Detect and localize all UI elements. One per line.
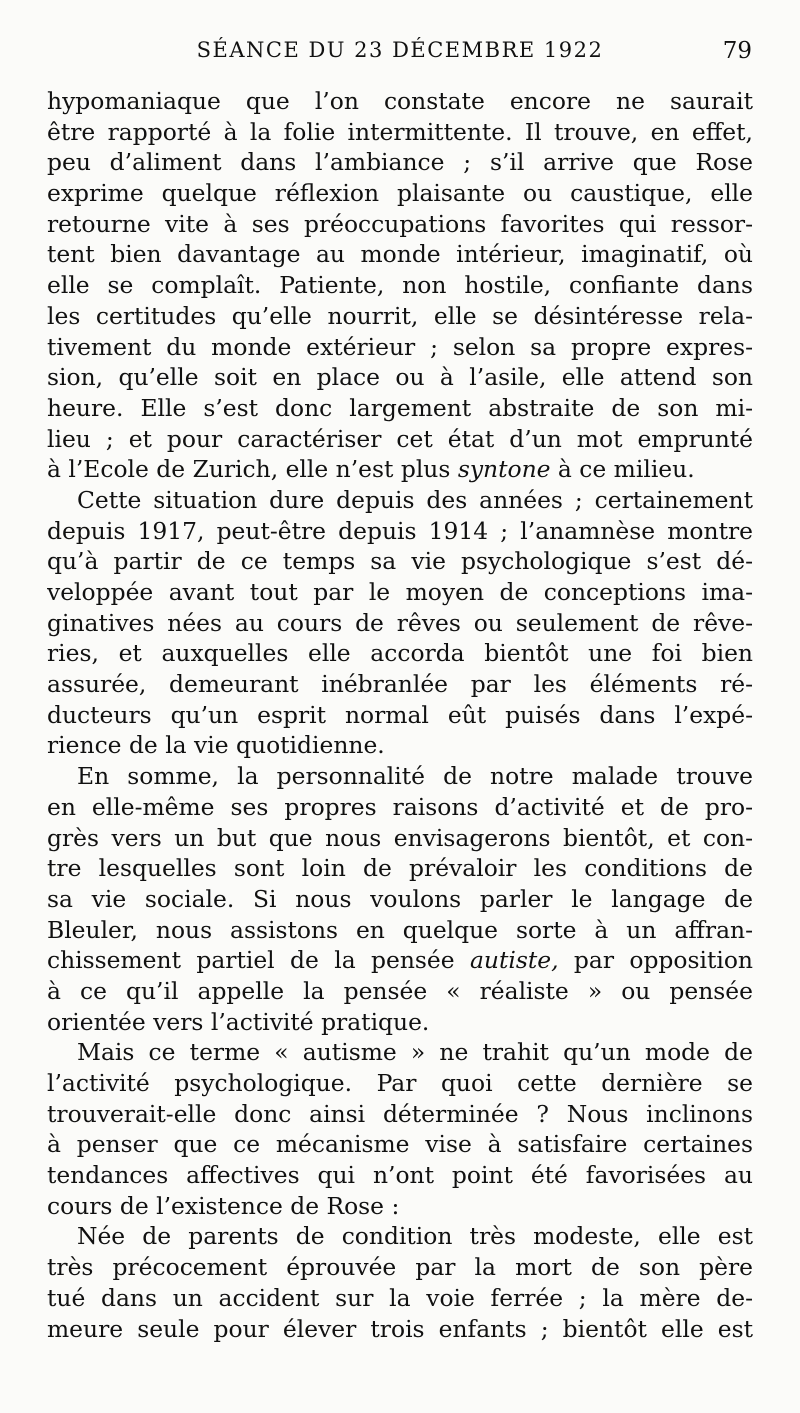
text-run: à l’Ecole de Zurich, elle n’est plus (47, 455, 458, 484)
text-line: tre lesquelles sont loin de prévaloir les conditions de (47, 854, 753, 883)
paragraph-first-line: Cette situation dure depuis des années ; certainement (77, 485, 753, 514)
text-run: par opposition (558, 946, 753, 975)
text-line: ginatives nées au cours de rêves ou seulement de rêve- (47, 608, 753, 637)
text-line: depuis 1917, peut-être depuis 1914 ; l’anamnèse montre (47, 516, 753, 545)
text-line: à penser que ce mécanisme vise à satisfaire certaines (47, 1130, 753, 1159)
text-line: grès vers un but que nous envisagerons bientôt, et con- (47, 823, 753, 852)
text-line: ducteurs qu’un esprit normal eût puisés dans l’expé- (47, 700, 753, 729)
paragraph-first-line: En somme, la personnalité de notre malade trouve (77, 762, 753, 791)
text-line: trouverait-elle donc ainsi déterminée ? Nous inclinons (47, 1099, 753, 1128)
text-line: tendances affectives qui n’ont point été favorisées au (47, 1161, 753, 1190)
text-line: orientée vers l’activité pratique. (47, 1007, 430, 1036)
text-line: heure. Elle s’est donc largement abstraite de son mi- (47, 393, 753, 422)
text-line: à ce qu’il appelle la pensée « réaliste » ou pensée (47, 976, 753, 1005)
text-line: cours de l’existence de Rose : (47, 1191, 400, 1220)
running-title: SÉANCE DU 23 DÉCEMBRE 1922 (196, 38, 604, 62)
text-line: Bleuler, nous assistons en quelque sorte à un affran- (47, 915, 753, 944)
text-line: sa vie sociale. Si nous voulons parler le langage de (47, 884, 753, 913)
text-line: les certitudes qu’elle nourrit, elle se désintéresse rela- (47, 301, 753, 330)
text-line: sion, qu’elle soit en place ou à l’asile, elle attend son (47, 363, 753, 392)
text-line: assurée, demeurant inébranlée par les éléments ré- (47, 670, 753, 699)
text-line: rience de la vie quotidienne. (47, 731, 385, 760)
page-number: 79 (722, 38, 752, 64)
text-line: veloppée avant tout par le moyen de conceptions ima- (47, 578, 753, 606)
text-line: hypomaniaque que l’on constate encore ne saurait (47, 87, 753, 115)
text-line: très précocement éprouvée par la mort de son père (47, 1253, 753, 1282)
text-line: exprime quelque réflexion plaisante ou caustique, elle (47, 179, 753, 208)
text-line: peu d’aliment dans l’ambiance ; s’il arrive que Rose (47, 148, 753, 177)
paragraph-first-line: Née de parents de condition très modeste, elle est (77, 1222, 753, 1251)
text-line: lieu ; et pour caractériser cet état d’un mot emprunté (47, 424, 753, 453)
text-run: chissement partiel de la pensée (47, 946, 470, 975)
text-line: tué dans un accident sur la voie ferrée ; la mère de- (47, 1283, 753, 1312)
text-line: l’activité psychologique. Par quoi cette dernière se (47, 1069, 753, 1097)
text-line: tivement du monde extérieur ; selon sa propre expres- (47, 332, 753, 361)
body-text (47, 86, 753, 1344)
text-run: à ce milieu. (550, 455, 695, 484)
running-head (48, 38, 752, 74)
text-line (47, 454, 753, 485)
italic-term: syntone (457, 455, 551, 484)
text-line: elle se complaît. Patiente, non hostile, confiante dans (47, 271, 753, 300)
text-line (47, 945, 753, 976)
text-line: qu’à partir de ce temps sa vie psychologique s’est dé- (47, 547, 753, 576)
text-line: ries, et auxquelles elle accorda bientôt une foi bien (47, 639, 753, 668)
italic-term: autiste, (469, 946, 559, 975)
text-line: être rapporté à la folie intermittente. Il trouve, en effet, (47, 117, 753, 146)
text-line: en elle-même ses propres raisons d’activité et de pro- (47, 792, 753, 821)
paragraph-first-line: Mais ce terme « autisme » ne trahit qu’un mode de (77, 1038, 753, 1067)
text-line: retourne vite à ses préoccupations favorites qui ressor- (47, 209, 753, 238)
text-line: tent bien davantage au monde intérieur, imaginatif, où (47, 240, 753, 269)
text-line: meure seule pour élever trois enfants ; bientôt elle est (47, 1314, 753, 1343)
